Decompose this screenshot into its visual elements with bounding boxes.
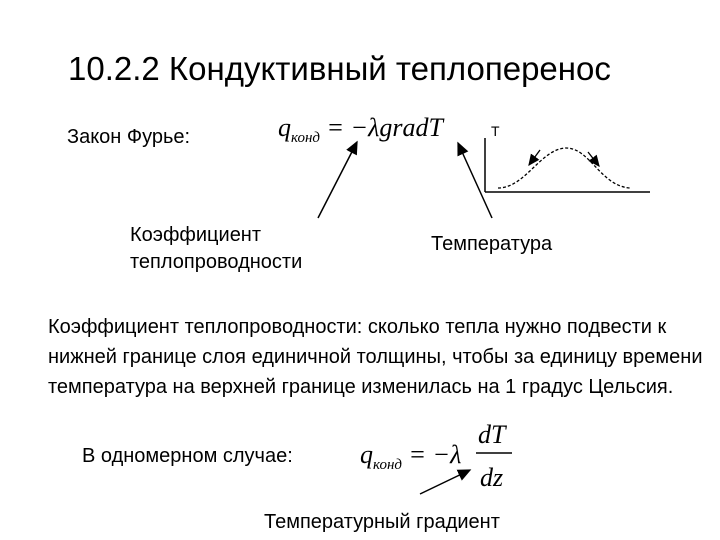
slide-title: 10.2.2 Кондуктивный теплоперенос — [68, 50, 611, 87]
temperature-curve — [498, 148, 630, 188]
curve-arrow-right — [588, 152, 599, 166]
arrow-to-gradient — [420, 470, 470, 494]
temperature-label: Температура — [431, 233, 553, 255]
formula-q: q — [278, 113, 291, 142]
fourier-law-label: Закон Фурье: — [67, 126, 191, 148]
temperature-gradient-label: Температурный градиент — [264, 511, 500, 533]
graph-axis-label: T — [491, 123, 500, 139]
formula-q-subscript: конд — [291, 130, 320, 147]
one-dimensional-label: В одномерном случае: — [82, 445, 293, 467]
formula1d-q-subscript: конд — [373, 457, 402, 474]
formula1d-q: q — [360, 440, 373, 469]
arrow-to-T — [458, 143, 492, 218]
formula1d-denominator: dz — [480, 463, 504, 492]
conductivity-coefficient-label: Коэффициент теплопроводности — [130, 224, 303, 273]
curve-arrow-left — [529, 150, 540, 165]
formula1d-numerator: dT — [478, 420, 506, 449]
arrow-to-lambda — [318, 142, 357, 218]
formula-rest: = −λgradT — [319, 113, 443, 142]
definition-paragraph: Коэффициент теплопроводности: сколько тепла нужно подвести к нижней границе слоя единичной толщины, чтобы за единицу времени температура на верхней границе изменилась на 1 градус Цельсия. — [48, 316, 703, 398]
formula1d-eq: = −λ — [401, 440, 462, 469]
